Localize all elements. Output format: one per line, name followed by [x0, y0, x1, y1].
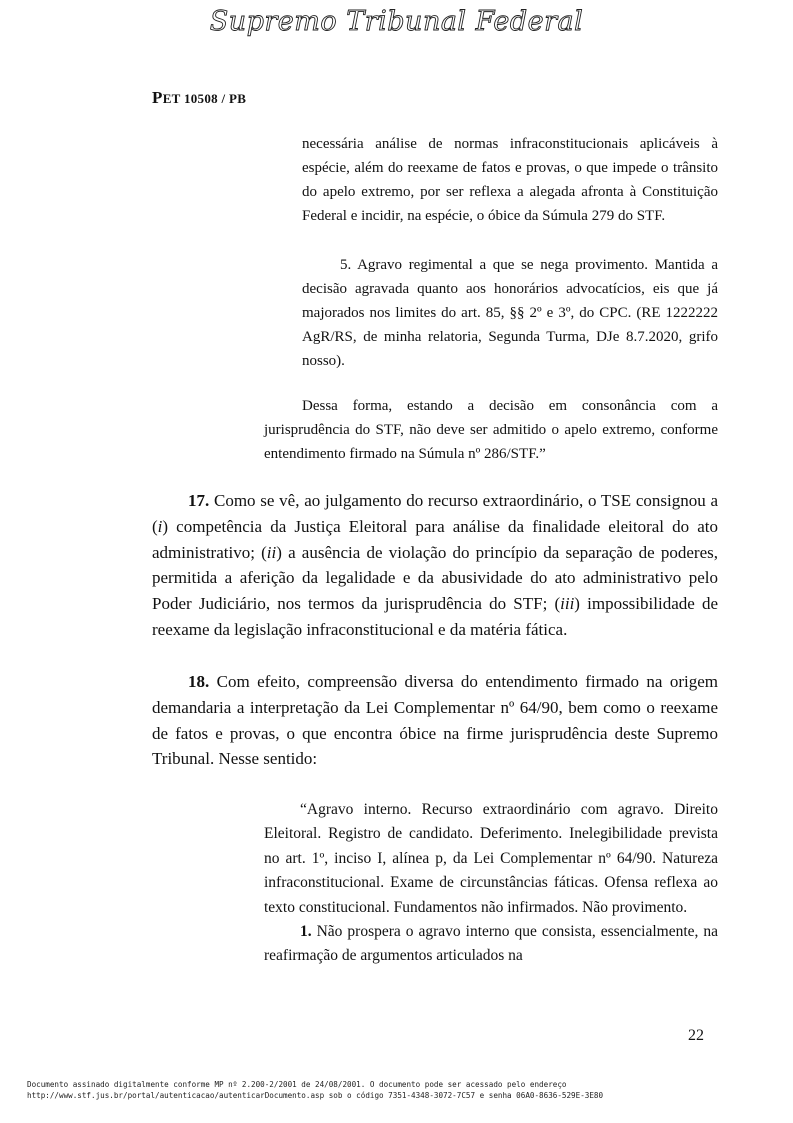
- p17-text-1: Como se vê, ao julgamento do recurso extraordinário, o TSE consignou a (: [152, 491, 718, 536]
- paragraph-18: [152, 669, 718, 772]
- quote2-para-b-text: Não prospera o agravo interno que consista, essencialmente, na reafirmação de argumentos articulados na: [264, 923, 718, 965]
- court-header-title: Supremo Tribunal Federal: [209, 6, 584, 37]
- quote1-para-a-text: necessária análise de normas infraconstitucionais aplicáveis à espécie, além do reexame de fatos e provas, o que impede o trânsito do apelo extremo, por ser reflexa a alegada afronta à Constituição Federal e incidir, na espécie, o óbice da Súmula 279 do STF.: [302, 136, 718, 224]
- footer-line-1: Documento assinado digitalmente conforme MP nº 2.200-2/2001 de 24/08/2001. O documento pode ser acessado pelo endereço: [27, 1080, 567, 1089]
- p17-item-ii: ii: [266, 542, 277, 562]
- quote2-block: [264, 798, 718, 969]
- p17-item-iii: iii: [560, 594, 575, 614]
- page-number: 22: [688, 1027, 704, 1044]
- quote1-para-a: [302, 132, 718, 228]
- p17-text-4: ) impossibilidade de reexame da legislação infraconstitucional e da matéria fática.: [152, 594, 718, 639]
- case-reference: [152, 88, 246, 108]
- quote1-para-b-text: 5. Agravo regimental a que se nega provimento. Mantida a decisão agravada quanto aos honorários advocatícios, eis que já majorados nos limites do art. 85, §§ 2º e 3º, do CPC. (RE 1222222 AgR/RS, de minha relatoria, Segunda Turma, DJe 8.7.2020, grifo nosso).: [302, 257, 718, 369]
- quote1-para-b: [302, 253, 718, 373]
- quote1-para-c-text: Dessa forma, estando a decisão em consonância com a jurisprudência do STF, não deve ser admitido o apelo extremo, conforme entendimento firmado na Súmula nº 286/STF.”: [264, 398, 718, 462]
- p18-text: Com efeito, compreensão diversa do entendimento firmado na origem demandaria a interpretação da Lei Complementar nº 64/90, bem como o reexame de fatos e provas, o que encontra óbice na firme jurisprudência deste Supremo Tribunal. Nesse sentido:: [152, 672, 718, 769]
- quote2-para-b: [264, 920, 718, 969]
- paragraph-18-number: 18.: [188, 672, 210, 691]
- paragraph-17-number: 17.: [188, 491, 210, 510]
- paragraph-17-text: [152, 488, 718, 643]
- quote2-item-number: 1.: [300, 923, 312, 941]
- paragraph-17: [152, 488, 718, 643]
- digital-signature-footer: [27, 1079, 767, 1101]
- case-ref-rest: ET 10508 / PB: [162, 91, 247, 106]
- quote2-para-a: “Agravo interno. Recurso extraordinário com agravo. Direito Eleitoral. Registro de candidato. Deferimento. Inelegibilidade prevista no art. 1º, inciso I, alínea p, da Lei Complementar nº 64/90. Natureza infraconstitucional. Exame de circunstâncias fáticas. Ofensa reflexa ao texto constitucional. Fundamentos não infirmados. Não provimento.: [264, 801, 718, 916]
- paragraph-18-text: [152, 669, 718, 772]
- p17-text-2: ) competência da Justiça Eleitoral para análise da finalidade eleitoral do ato administrativo; (: [152, 516, 718, 562]
- p17-item-i: i: [157, 516, 163, 536]
- case-ref-initial: P: [152, 88, 163, 107]
- footer-line-2: http://www.stf.jus.br/portal/autenticacao/autenticarDocumento.asp sob o código 7351-4348-3072-7C57 e senha 06A0-8636-529E-3E80: [27, 1091, 604, 1100]
- p17-text-3: ) a ausência de violação do princípio da separação de poderes, permitida a aferição da legalidade e da abusividade do ato administrativo pelo Poder Judiciário, nos termos da jurisprudência do STF; (: [152, 542, 718, 614]
- quote1-para-c: [264, 394, 718, 466]
